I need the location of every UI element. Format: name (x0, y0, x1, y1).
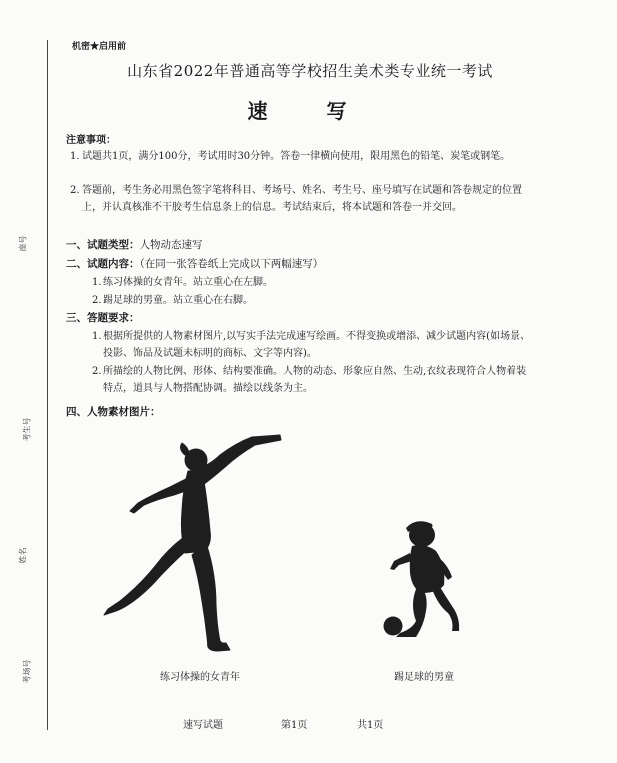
section-materials (66, 404, 161, 421)
content-item-text: 练习体操的女青年。站立重心在左脚。 (103, 277, 273, 288)
exam-title: 山东省2022年普通高等学校招生美术类专业统一考试 (127, 62, 493, 80)
exam-room-field (6, 652, 32, 692)
gymnast-silhouette (104, 435, 281, 651)
content-item-text: 踢足球的男童。站立重心在右脚。 (103, 295, 253, 306)
requirement-item (92, 363, 532, 397)
boy-silhouette (384, 521, 460, 637)
confidential-mark: 机密★启用前 (72, 42, 127, 52)
figure-area (60, 425, 580, 665)
requirement-item (92, 328, 532, 362)
note-number: 2. (70, 185, 80, 196)
note-number: 1. (70, 151, 80, 162)
binding-line (47, 40, 48, 730)
section-content-text: （在同一张答卷纸上完成以下两幅速写） (139, 258, 324, 270)
footer-page: 第1页 (281, 720, 308, 731)
note-item (70, 182, 540, 216)
boy-caption: 踢足球的男童 (394, 672, 454, 683)
footer-total: 共1页 (357, 720, 384, 731)
seat-field (6, 228, 32, 258)
note-item (70, 148, 540, 165)
section-materials-heading: 四、人物素材图片： (66, 406, 161, 418)
section-content (66, 256, 323, 273)
requirement-number: 2. (92, 366, 102, 377)
content-item-number: 1. (92, 277, 102, 288)
section-requirements-heading: 三、答题要求： (66, 312, 140, 324)
examinee-no-field (6, 410, 32, 450)
notes-heading: 注意事项： (66, 135, 116, 146)
gymnast-caption: 练习体操的女青年 (160, 672, 240, 683)
seat-label: 座号 (18, 235, 28, 252)
subject-title: 速 写 (247, 99, 373, 123)
examinee-no-label: 考生号 (22, 417, 32, 442)
name-label: 姓名 (18, 547, 28, 564)
requirement-text: 根据所提供的人物素材图片,以写实手法完成速写绘画。不得变换或增添、减少试题内容(如场景、投影、饰品及试题未标明的商标、文字等内容)。 (103, 331, 531, 359)
section-type-heading: 一、试题类型： (66, 239, 140, 251)
section-requirements (66, 310, 140, 327)
content-item-number: 2. (92, 295, 102, 306)
note-text: 试题共1页，满分100分，考试用时30分钟。答卷一律横向使用，限用黑色的铅笔、炭笔或钢笔。 (82, 151, 511, 162)
requirement-number: 1. (92, 331, 102, 342)
name-field (6, 540, 32, 570)
section-type (66, 237, 203, 254)
footer-subject: 速写试题 (183, 720, 223, 731)
section-content-heading: 二、试题内容： (66, 258, 140, 270)
content-item (92, 292, 532, 309)
requirement-text: 所描绘的人物比例、形体、结构要准确。人物的动态、形象应自然、生动,衣纹表现符合人物着装特点，道具与人物搭配协调。描绘以线条为主。 (103, 366, 527, 394)
note-text: 答题前，考生务必用黑色签字笔将科目、考场号、姓名、考生号、座号填写在试题和答卷规定的位置上，并认真核准不干胶考生信息条上的信息。考试结束后，将本试题和答卷一并交回。 (82, 185, 522, 213)
section-type-text: 人物动态速写 (139, 239, 203, 251)
exam-room-label: 考场号 (22, 659, 32, 684)
content-item (92, 274, 532, 291)
